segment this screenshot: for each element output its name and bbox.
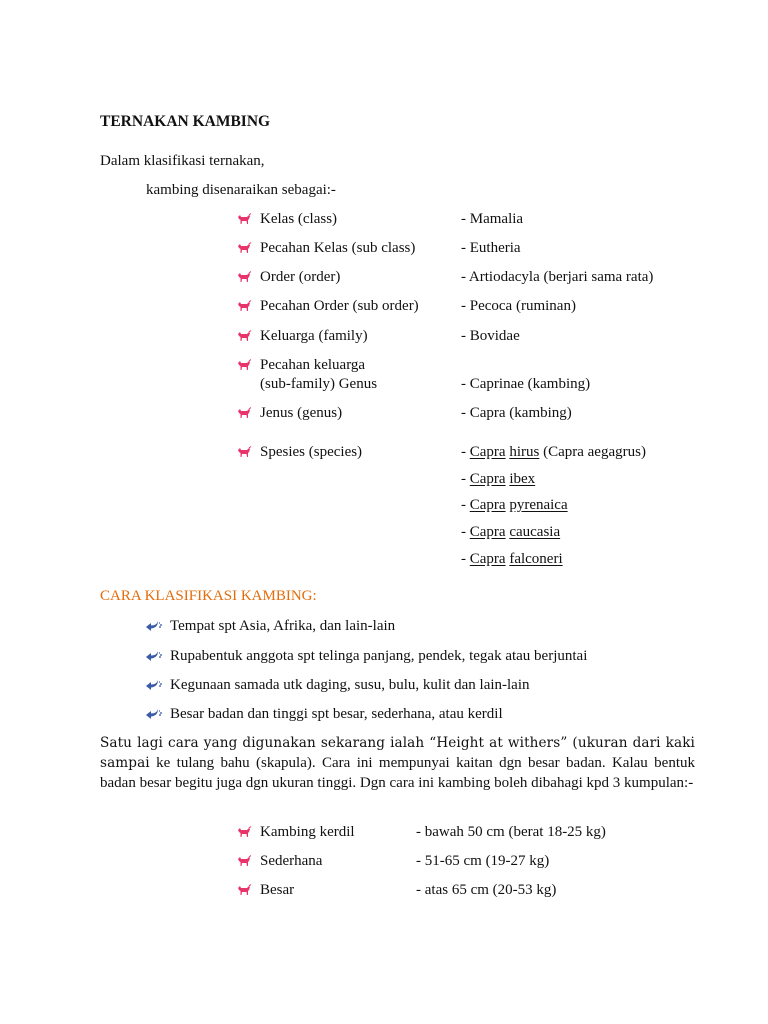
subfamily-label-line-2: (sub-family) Genus bbox=[260, 376, 378, 392]
order-label: Order (order) bbox=[260, 269, 341, 285]
species-genus: Capra bbox=[469, 497, 506, 513]
method-item: Besar badan dan tinggi spt besar, sederhana, atau kerdil bbox=[170, 706, 503, 722]
subclass-label: Pecahan Kelas (sub class) bbox=[260, 240, 416, 256]
species-genus: Capra bbox=[469, 444, 506, 460]
species-label: Spesies (species) bbox=[260, 444, 363, 460]
paragraph-part-1: Satu lagi cara yang digunakan sekarang ialah “Height at withers” (ukuran dari kaki sampai bbox=[100, 735, 695, 771]
document-title: TERNAKAN KAMBING bbox=[100, 113, 271, 130]
intro-line-1: Dalam klasifikasi ternakan, bbox=[100, 153, 265, 169]
species-item: - Capra pyrenaica bbox=[461, 497, 568, 513]
species-note: (Capra aegagrus) bbox=[539, 444, 646, 460]
group-value: - bawah 50 cm (berat 18-25 kg) bbox=[416, 824, 606, 840]
pink-animal-bullet-icon bbox=[236, 406, 252, 420]
class-value: - Mamalia bbox=[461, 211, 524, 227]
subclass-value: - Eutheria bbox=[461, 240, 521, 256]
order-value: - Artiodacyla (berjari sama rata) bbox=[461, 269, 654, 285]
blue-arrow-bullet-icon bbox=[144, 619, 164, 633]
species-genus: Capra bbox=[469, 551, 506, 567]
species-epithet: falconeri bbox=[509, 551, 563, 567]
pink-animal-bullet-icon bbox=[236, 358, 252, 372]
pink-animal-bullet-icon bbox=[236, 883, 252, 897]
class-label: Kelas (class) bbox=[260, 211, 338, 227]
group-value: - atas 65 cm (20-53 kg) bbox=[416, 882, 557, 898]
group-label: Sederhana bbox=[260, 853, 323, 869]
family-value: - Bovidae bbox=[461, 328, 520, 344]
pink-animal-bullet-icon bbox=[236, 299, 252, 313]
species-item: - Capra ibex bbox=[461, 471, 536, 487]
pink-animal-bullet-icon bbox=[236, 825, 252, 839]
subfamily-value: - Caprinae (kambing) bbox=[461, 376, 591, 392]
genus-label: Jenus (genus) bbox=[260, 405, 343, 421]
family-label: Keluarga (family) bbox=[260, 328, 368, 344]
blue-arrow-bullet-icon bbox=[144, 678, 164, 692]
species-epithet: ibex bbox=[509, 471, 536, 487]
group-label: Kambing kerdil bbox=[260, 824, 355, 840]
species-genus: Capra bbox=[469, 471, 506, 487]
group-label: Besar bbox=[260, 882, 295, 898]
species-item: - Capra caucasia bbox=[461, 524, 561, 540]
subfamily-label: Pecahan keluarga bbox=[260, 357, 366, 373]
pink-animal-bullet-icon bbox=[236, 212, 252, 226]
blue-arrow-bullet-icon bbox=[144, 649, 164, 663]
pink-animal-bullet-icon bbox=[236, 445, 252, 459]
species-item: - Capra hirus (Capra aegagrus) bbox=[461, 444, 646, 460]
species-epithet: pyrenaica bbox=[509, 497, 568, 513]
blue-arrow-bullet-icon bbox=[144, 707, 164, 721]
pink-animal-bullet-icon bbox=[236, 329, 252, 343]
group-value: - 51-65 cm (19-27 kg) bbox=[416, 853, 550, 869]
method-item: Rupabentuk anggota spt telinga panjang, pendek, tegak atau berjuntai bbox=[170, 648, 588, 664]
pink-animal-bullet-icon bbox=[236, 270, 252, 284]
pink-animal-bullet-icon bbox=[236, 854, 252, 868]
paragraph-part-2: ke tulang bahu (skapula). Cara ini mempunyai kaitan dgn besar badan. Kalau bentuk badan besar begitu juga dgn ukuran tinggi. Dgn cara ini kambing boleh dibahagi kpd 3 kumpulan:- bbox=[100, 755, 695, 791]
height-paragraph bbox=[100, 733, 695, 793]
method-item: Kegunaan samada utk daging, susu, bulu, kulit dan lain-lain bbox=[170, 677, 530, 693]
species-epithet: caucasia bbox=[509, 524, 561, 540]
genus-value: - Capra (kambing) bbox=[461, 405, 572, 421]
intro-line-2: kambing disenaraikan sebagai:- bbox=[146, 182, 336, 198]
suborder-value: - Pecoca (ruminan) bbox=[461, 298, 576, 314]
species-epithet: hirus bbox=[509, 444, 540, 460]
method-item: Tempat spt Asia, Afrika, dan lain-lain bbox=[170, 618, 396, 634]
species-item: - Capra falconeri bbox=[461, 551, 563, 567]
suborder-label: Pecahan Order (sub order) bbox=[260, 298, 419, 314]
section-heading: CARA KLASIFIKASI KAMBING: bbox=[100, 588, 317, 604]
species-genus: Capra bbox=[469, 524, 506, 540]
pink-animal-bullet-icon bbox=[236, 241, 252, 255]
